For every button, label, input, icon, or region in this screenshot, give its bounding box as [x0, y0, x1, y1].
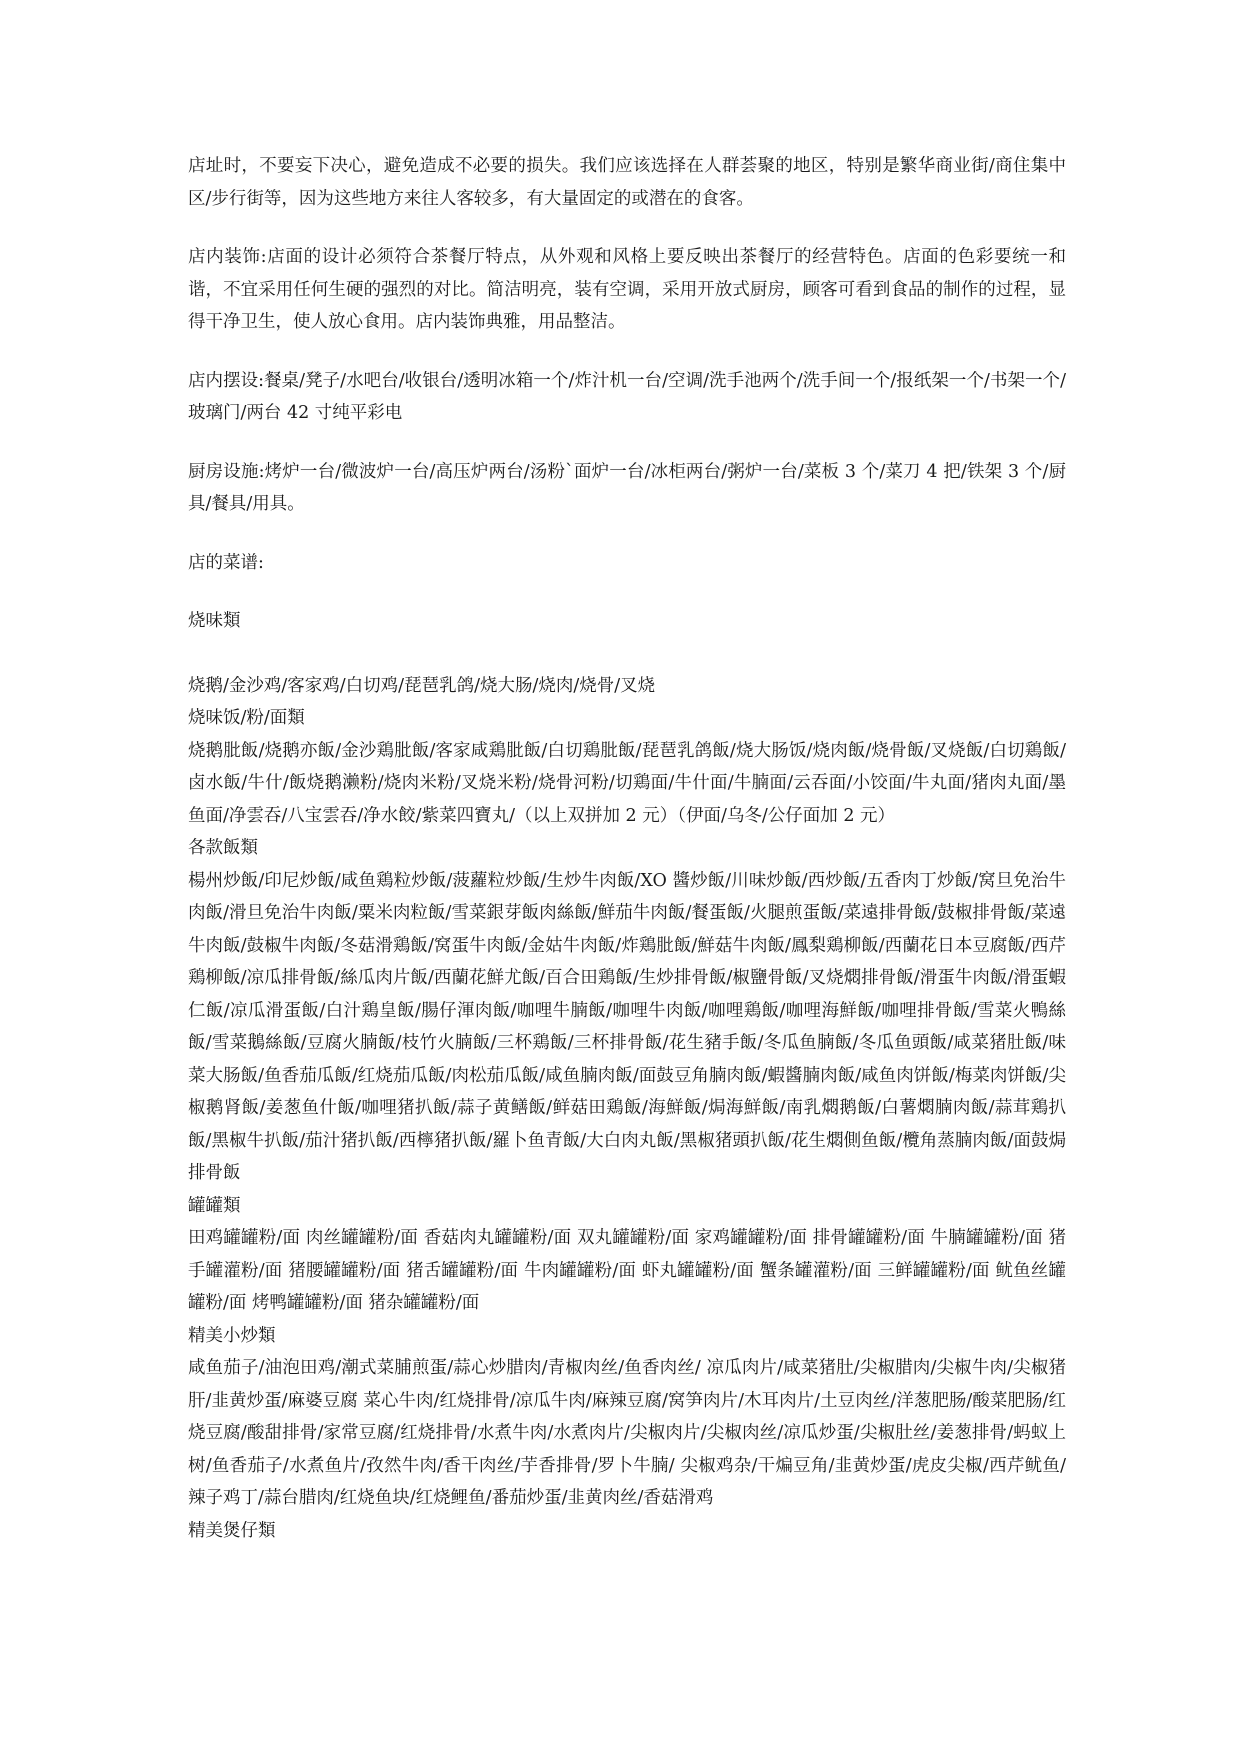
- claypot-heading: 精美煲仔類: [188, 1520, 276, 1541]
- stirfry-heading: 精美小炒類: [188, 1325, 276, 1346]
- furnishings-paragraph: 店内摆设:餐桌/凳子/水吧台/收银台/透明冰箱一个/炸汁机一台/空调/洗手池两个/洗手间一个/报纸架一个/书架一个/玻璃门/两台 42 寸纯平彩电: [188, 370, 1066, 423]
- rice-noodle-heading: 烧味饭/粉/面類: [188, 708, 305, 728]
- rice-noodle-items: 烧鹅肶飯/烧鹅亦飯/金沙鶏肶飯/客家咸鶏肶飯/白切鶏肶飯/琵琶乳鸽飯/烧大肠饭/烧肉飯/烧骨飯/叉烧飯/白切鶏飯/卤水飯/牛什/飯烧鹅濑粉/烧肉米粉/叉烧米粉/烧骨河粉/切鶏面/牛什面/牛腩面/云吞面/小饺面/牛丸面/猪肉丸面/墨鱼面/净雲吞/八宝雲吞/净水餃/紫菜四寶丸/（以上双拼加 2 元）（伊面/乌冬/公仔面加 2 元）: [188, 740, 1066, 826]
- rice-heading: 各款飯類: [188, 838, 258, 858]
- pot-items: 田鸡罐罐粉/面 肉丝罐罐粉/面 香菇肉丸罐罐粉/面 双丸罐罐粉/面 家鸡罐罐粉/面 排骨罐罐粉/面 牛腩罐罐粉/面 猪手罐灌粉/面 猪腰罐罐粉/面 猪舌罐罐粉/面 牛肉罐罐粉/面 虾丸罐罐粉/面 蟹条罐灌粉/面 三鲜罐罐粉/面 鱿鱼丝罐罐粉/面 烤鸭罐罐粉/面 猪杂罐罐粉/面: [188, 1228, 1066, 1313]
- location-paragraph: 店址时，不要妄下决心，避免造成不必要的损失。我们应该选择在人群荟聚的地区，特别是繁华商业街/商住集中区/步行街等，因为这些地方来往人客较多，有大量固定的或潜在的食客。: [188, 156, 1066, 209]
- document-page: [188, 150, 1066, 1547]
- kitchen-paragraph: 厨房设施:烤炉一台/微波炉一台/高压炉两台/汤粉`面炉一台/冰柜两台/粥炉一台/菜板 3 个/菜刀 4 把/铁架 3 个/厨具/餐具/用具。: [188, 461, 1066, 514]
- stirfry-items: 咸鱼茄子/油泡田鸡/潮式菜脯煎蛋/蒜心炒腊肉/青椒肉丝/鱼香肉丝/ 凉瓜肉片/咸菜猪肚/尖椒腊肉/尖椒牛肉/尖椒猪肝/韭黄炒蛋/麻婆豆腐 菜心牛肉/红烧排骨/凉瓜牛肉/麻辣豆腐/窝笋肉片/木耳肉片/土豆肉丝/洋葱肥肠/酸菜肥肠/红烧豆腐/酸甜排骨/家常豆腐/红烧排骨/水煮牛肉/水煮肉片/尖椒肉片/尖椒肉丝/凉瓜炒蛋/尖椒肚丝/姜葱排骨/蚂蚁上树/鱼香茄子/水煮鱼片/孜然牛肉/香干肉丝/芋香排骨/罗卜牛腩/ 尖椒鸡杂/干煸豆角/韭黄炒蛋/虎皮尖椒/西芹鱿鱼/辣子鸡丁/蒜台腊肉/红烧鱼块/红烧鲤鱼/番茄炒蛋/韭黄肉丝/香菇滑鸡: [188, 1358, 1066, 1508]
- roast-items: 烧鹅/金沙鸡/客家鸡/白切鸡/琵琶乳鸽/烧大肠/烧肉/烧骨/叉烧: [188, 675, 656, 696]
- roast-heading: 烧味類: [188, 611, 241, 631]
- rice-items: 楊州炒飯/印尼炒飯/咸鱼鶏粒炒飯/菠蘿粒炒飯/生炒牛肉飯/XO 醬炒飯/川味炒飯/西炒飯/五香肉丁炒飯/窝旦免治牛肉飯/滑旦免治牛肉飯/粟米肉粒飯/雪菜銀芽飯肉絲飯/鮮茄牛肉飯/餐蛋飯/火腿煎蛋飯/菜遠排骨飯/鼓椒排骨飯/菜遠牛肉飯/鼓椒牛肉飯/冬菇滑鶏飯/窝蛋牛肉飯/金姑牛肉飯/炸鶏肶飯/鮮菇牛肉飯/鳳梨鶏柳飯/西蘭花日本豆腐飯/西芹鶏柳飯/凉瓜排骨飯/絲瓜肉片飯/西蘭花鮮尤飯/百合田鶏飯/生炒排骨飯/椒鹽骨飯/叉烧燜排骨飯/滑蛋牛肉飯/滑蛋蝦仁飯/凉瓜滑蛋飯/白汁鶏皇飯/腸仔渾肉飯/咖哩牛腩飯/咖哩牛肉飯/咖哩鶏飯/咖哩海鮮飯/咖哩排骨飯/雪菜火鴨絲飯/雪菜鵝絲飯/豆腐火腩飯/枝竹火腩飯/三杯鶏飯/三杯排骨飯/花生豬手飯/冬瓜鱼腩飯/冬瓜鱼頭飯/咸菜猪肚飯/味菜大肠飯/鱼香茄瓜飯/红烧茄瓜飯/肉松茄瓜飯/咸鱼腩肉飯/面鼓豆角腩肉飯/蝦醬腩肉飯/咸鱼肉饼飯/梅菜肉饼飯/尖椒鹅肾飯/姜葱鱼什飯/咖哩猪扒飯/蒜子黄鳝飯/鲜菇田鶏飯/海鮮飯/焗海鮮飯/南乳燜鹅飯/白薯燜腩肉飯/蒜茸鶏扒飯/黑椒牛扒飯/茄汁猪扒飯/西檸猪扒飯/羅卜鱼青飯/大白肉丸飯/黑椒猪頭扒飯/花生燜側鱼飯/欖角蒸腩肉飯/面鼓焗排骨飯: [188, 870, 1066, 1183]
- pot-heading: 罐罐類: [188, 1195, 241, 1216]
- decoration-paragraph: 店内装饰:店面的设计必须符合茶餐厅特点，从外观和风格上要反映出茶餐厅的经营特色。店面的色彩要统一和谐，不宜采用任何生硬的强烈的对比。简洁明亮，装有空调，采用开放式厨房，顾客可看到食品的制作的过程，显得干净卫生，使人放心食用。店内装饰典雅，用品整洁。: [188, 247, 1066, 332]
- menu-heading: 店的菜谱:: [188, 552, 264, 573]
